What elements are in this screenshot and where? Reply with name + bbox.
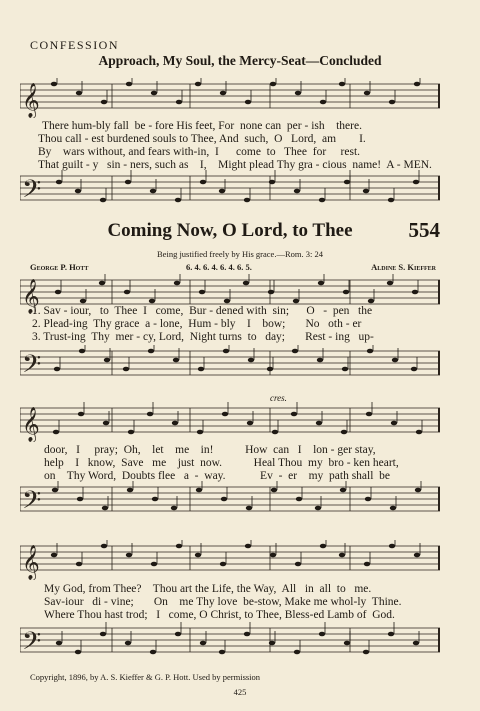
note-head <box>416 430 422 435</box>
lyric-line: Thou call - est burdened souls to Thee, And such, O Lord, am I. <box>38 133 366 145</box>
note-head <box>363 189 369 194</box>
note-head <box>340 488 346 493</box>
hymn-title-concluded: Approach, My Soul, the Mercy-Seat—Concluded <box>98 53 382 68</box>
note-head <box>368 299 374 304</box>
hymn-title: Coming Now, O Lord, to Thee <box>107 220 353 241</box>
note-head <box>128 430 134 435</box>
note-head <box>320 100 326 105</box>
note-head <box>124 290 130 295</box>
note-head <box>270 82 276 87</box>
note-head <box>220 562 226 567</box>
clef-icon: 𝄢 <box>22 350 42 385</box>
crescendo-mark: cres. <box>270 393 287 403</box>
note-head <box>291 412 297 417</box>
note-head <box>174 281 180 286</box>
note-head <box>339 82 345 87</box>
note-head <box>199 290 205 295</box>
note-head <box>244 632 250 637</box>
note-head <box>79 349 85 354</box>
lyric-line: There hum-bly fall be - fore His feet, For none can per - ish there. <box>42 120 362 132</box>
clef-icon: 𝄞 <box>22 279 40 314</box>
lyric-line: 3. Trust-ing Thy mer - cy, Lord, Night turns to day; Rest - ing up- <box>32 331 374 343</box>
note-head <box>176 100 182 105</box>
note-head <box>247 421 253 426</box>
note-head <box>173 358 179 363</box>
staff-drawing <box>20 170 440 210</box>
note-head <box>176 544 182 549</box>
note-head <box>412 290 418 295</box>
lyric-line: That guilt - y sin - ners, such as I, Might plead Thy gra - cious name! A - MEN. <box>38 159 432 171</box>
note-head <box>344 641 350 646</box>
note-head <box>150 650 156 655</box>
music-staff <box>20 540 440 580</box>
note-head <box>246 506 252 511</box>
note-head <box>267 367 273 372</box>
note-head <box>320 544 326 549</box>
note-head <box>54 367 60 372</box>
note-head <box>151 91 157 96</box>
note-head <box>224 299 230 304</box>
note-head <box>104 358 110 363</box>
staff-drawing <box>20 402 440 442</box>
note-head <box>315 506 321 511</box>
note-head <box>171 506 177 511</box>
note-head <box>319 632 325 637</box>
music-staff <box>20 345 440 385</box>
note-head <box>269 641 275 646</box>
lyric-line: help I know, Save me just now. Heal Thou my bro - ken heart, <box>44 457 399 469</box>
note-head <box>245 100 251 105</box>
staff-drawing <box>20 78 440 118</box>
note-head <box>296 497 302 502</box>
note-head <box>319 198 325 203</box>
note-head <box>364 91 370 96</box>
note-head <box>343 290 349 295</box>
staff-drawing <box>20 540 440 580</box>
meter: 6. 4. 6. 4. 6. 4. 6. 5. <box>186 262 252 272</box>
note-head <box>172 421 178 426</box>
note-head <box>243 281 249 286</box>
note-head <box>221 497 227 502</box>
note-head <box>147 412 153 417</box>
section-label: CONFESSION <box>30 38 120 52</box>
lyric-line: Sav-iour di - vine; On me Thy love be-stow, Make me whol-ly Thine. <box>44 596 402 608</box>
note-head <box>269 180 275 185</box>
lyric-line: My God, from Thee? Thou art the Life, the Way, All in all to me. <box>44 583 372 595</box>
note-head <box>125 641 131 646</box>
note-head <box>223 349 229 354</box>
note-head <box>392 358 398 363</box>
note-head <box>126 553 132 558</box>
note-head <box>220 91 226 96</box>
music-staff <box>20 481 440 521</box>
note-head <box>99 281 105 286</box>
note-head <box>52 488 58 493</box>
staff-drawing <box>20 622 440 662</box>
music-staff <box>20 622 440 662</box>
note-head <box>76 562 82 567</box>
note-head <box>365 497 371 502</box>
music-staff <box>20 170 440 210</box>
note-head <box>196 488 202 493</box>
lyric-line: 1. Sav - iour, to Thee I come, Bur - dened with sin; O - pen the <box>32 305 373 317</box>
note-head <box>293 299 299 304</box>
note-head <box>295 91 301 96</box>
note-head <box>363 650 369 655</box>
music-staff <box>20 402 440 442</box>
note-head <box>101 544 107 549</box>
note-head <box>149 299 155 304</box>
note-head <box>414 82 420 87</box>
note-head <box>200 641 206 646</box>
hymn-number: 554 <box>408 218 440 242</box>
note-head <box>101 100 107 105</box>
note-head <box>51 553 57 558</box>
note-head <box>219 189 225 194</box>
copyright-notice: Copyright, 1896, by A. S. Kieffer & G. P. Hott. Used by permission <box>30 672 261 682</box>
note-head <box>100 632 106 637</box>
note-head <box>317 358 323 363</box>
scripture-reference: Being justified freely by His grace.—Rom. 3: 24 <box>157 249 323 259</box>
note-head <box>271 488 277 493</box>
staff-drawing <box>20 345 440 385</box>
note-head <box>152 497 158 502</box>
note-head <box>200 180 206 185</box>
note-head <box>127 488 133 493</box>
note-head <box>150 189 156 194</box>
note-head <box>222 412 228 417</box>
clef-icon: 𝄢 <box>22 175 42 210</box>
clef-icon: 𝄞 <box>22 545 40 580</box>
note-head <box>78 412 84 417</box>
note-head <box>175 632 181 637</box>
note-head <box>75 650 81 655</box>
note-head <box>341 430 347 435</box>
note-head <box>198 367 204 372</box>
note-head <box>413 180 419 185</box>
note-head <box>388 632 394 637</box>
note-head <box>51 82 57 87</box>
clef-icon: 𝄢 <box>22 627 42 662</box>
note-head <box>387 281 393 286</box>
note-head <box>148 349 154 354</box>
note-head <box>80 299 86 304</box>
note-head <box>151 562 157 567</box>
lyric-line: By wars without, and fears with-in, I come to Thee for rest. <box>38 146 361 158</box>
note-head <box>100 198 106 203</box>
clef-icon: 𝄢 <box>22 486 42 521</box>
note-head <box>56 641 62 646</box>
note-head <box>342 367 348 372</box>
note-head <box>53 430 59 435</box>
note-head <box>102 506 108 511</box>
page-number: 425 <box>233 687 247 697</box>
note-head <box>195 553 201 558</box>
note-head <box>339 553 345 558</box>
note-head <box>248 358 254 363</box>
note-head <box>270 553 276 558</box>
music-staff <box>20 78 440 118</box>
note-head <box>55 290 61 295</box>
note-head <box>175 198 181 203</box>
note-head <box>103 421 109 426</box>
note-head <box>411 367 417 372</box>
clef-icon: 𝄞 <box>22 407 40 442</box>
note-head <box>295 562 301 567</box>
note-head <box>56 180 62 185</box>
note-head <box>126 82 132 87</box>
note-head <box>195 82 201 87</box>
note-head <box>272 430 278 435</box>
note-head <box>292 349 298 354</box>
note-head <box>364 562 370 567</box>
lyric-line: 2. Plead-ing Thy grace a - lone, Hum - bly I bow; No oth - er <box>32 318 362 330</box>
note-head <box>245 544 251 549</box>
note-head <box>388 198 394 203</box>
note-head <box>390 506 396 511</box>
note-head <box>197 430 203 435</box>
lyric-line: door, I pray; Oh, let me in! How can I lon - ger stay, <box>44 444 376 456</box>
author-credit: Aldine S. Kieffer <box>371 262 436 272</box>
note-head <box>219 650 225 655</box>
note-head <box>76 91 82 96</box>
clef-icon: 𝄞 <box>22 83 40 118</box>
note-head <box>268 290 274 295</box>
note-head <box>125 180 131 185</box>
note-head <box>318 281 324 286</box>
note-head <box>391 421 397 426</box>
note-head <box>244 198 250 203</box>
note-head <box>414 553 420 558</box>
note-head <box>389 100 395 105</box>
note-head <box>294 189 300 194</box>
note-head <box>413 641 419 646</box>
lyric-line: Where Thou hast trod; I come, O Christ, to Thee, Bless-ed Lamb of God. <box>44 609 395 621</box>
composer-credit: George P. Hott <box>30 262 89 272</box>
note-head <box>367 349 373 354</box>
note-head <box>123 367 129 372</box>
note-head <box>77 497 83 502</box>
note-head <box>294 650 300 655</box>
note-head <box>366 412 372 417</box>
note-head <box>316 421 322 426</box>
note-head <box>344 180 350 185</box>
lyric-line: on Thy Word, Doubts flee a - way. Ev - er my path shall be <box>44 470 391 482</box>
note-head <box>389 544 395 549</box>
staff-drawing <box>20 481 440 521</box>
note-head <box>415 488 421 493</box>
note-head <box>75 189 81 194</box>
